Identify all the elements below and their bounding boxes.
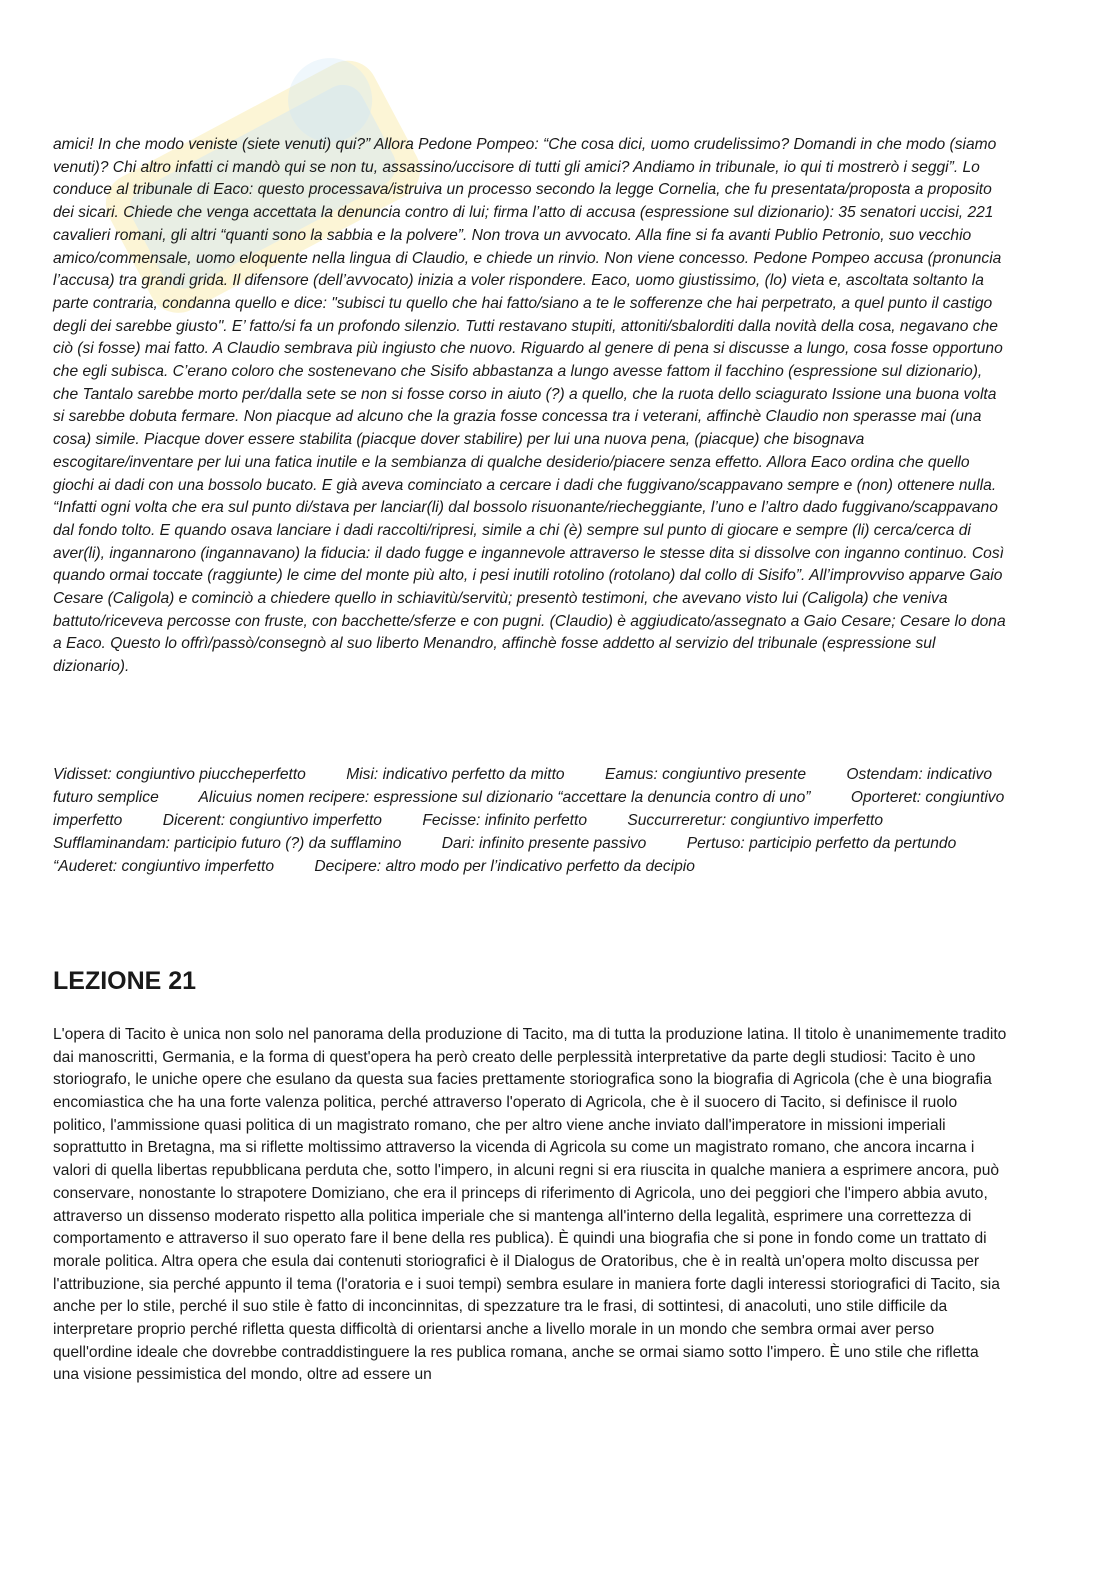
glossary-term: Vidisset: congiuntivo piuccheperfetto bbox=[53, 765, 306, 783]
glossary-term: Oporteret: congiuntivo imperfetto bbox=[53, 788, 1005, 829]
glossary-term: Eamus: congiuntivo presente bbox=[604, 765, 807, 783]
translation-paragraph: amici! In che modo veniste (siete venuti) qui?” Allora Pedone Pompeo: “Che cosa dici, uomo crudelissimo? Domandi in che modo (siamo venuti)? Chi altro infatti ci mandò qui se non tu, assassino/uccisore di tutti gli amici? Andiamo in tribunale, io qui ti mostrerò i seggi”. Lo conduce al tribunale di Eaco: questo processava/istruiva un processo secondo la legge Cornelia, che fu presentata/proposta a proposito dei sicari. Chiede che venga accettata la denuncia contro di lui; firma l’atto di accusa (espressione sul dizionario): 35 senatori uccisi, 221 cavalieri romani, gli altri “quanti sono la sabbia e la polvere”. Non trova un avvocato. Alla fine si fa avanti Publio Petronio, suo vecchio amico/commensale, uomo eloquente nella lingua di Claudio, e chiede un rinvio. Non viene concesso. Pedone Pompeo accusa (pronuncia l’accusa) tra grandi grida. Il difensore (dell’avvocato) inizia a voler rispondere. Eaco, uomo giustissimo, (lo) vieta e, ascoltata soltanto la parte contraria, condanna quello e dice: "subisci tu quello che hai fatto/siano a te le sofferenze che hai perpetrato, a quel punto il castigo degli dei sarebbe giusto". E’ fatto/si fa un profondo silenzio. Tutti restavano stupiti, attoniti/sbalorditi dalla novità della cosa, negavano che ciò (si fosse) mai fatto. A Claudio sembrava più ingiusto che nuovo. Riguardo al genere di pena si discusse a lungo, cosa fosse opportuno che egli subisca. C’erano coloro che sostenevano che Sisifo abbastanza a lungo avesse fattom il facchino (espressione sul dizionario), che Tantalo sarebbe morto per/dalla sete se non si fosse corso in aiuto (?) a quello, che la ruota dello sciagurato Issione una buona volta si sarebbe dobuta fermare. Non piacque ad alcuno che la grazia fosse concessa tra i veterani, affinchè Claudio non sperasse mai (una cosa) simile. Piacque dover essere stabilita (piacque dover stabilire) per lui una nuova pena, (piacque) che bisognava escogitare/inventare per lui una fatica inutile e la sembianza di qualche desiderio/piacere senza effetto. Allora Eaco ordina che quello giochi ai dadi con una bossolo bucato. E già aveva cominciato a cercare i dadi che fuggivano/scappavano sempre e (non) ottenere nulla. “Infatti ogni volta che era sul punto di/stava per lanciar(li) dal bossolo risuonante/riecheggiante, l’uno e l’altro dado fuggivano/scappavano dal fondo tolto. E quando osava lanciare i dadi raccolti/ripresi, simile a chi (è) sempre sul punto di giocare e sempre (li) cerca/cerca di aver(li), ingannarono (ingannavano) la fiducia: il dado fugge e ingannevole attraverso le stesse dita si dissolve con inganno continuo. Così quando ormai toccate (raggiunte) le cime del monte più alto, i pesi inutili rotolino (rotolano) dal collo di Sisifo”. All’improvviso apparve Gaio Cesare (Caligola) e cominciò a chiedere quello in schiavitù/servitù; presentò testimoni, che avevano visto lui (Caligola) che veniva battuto/riceveva percosse con fruste, con bacchette/sferze e con pugni. (Claudio) è aggiudicato/assegnato a Gaio Cesare; Cesare lo dona a Eaco. Questo lo offrì/passò/consegnò al suo liberto Menandro, affinchè fosse addetto al servizio del tribunale (espressione sul dizionario). bbox=[53, 136, 1006, 676]
glossary-term: Sufflaminandam: participio futuro (?) da sufflamino bbox=[53, 834, 402, 852]
glossary-term: Dari: infinito presente passivo bbox=[441, 834, 647, 852]
document-page bbox=[53, 134, 1008, 1403]
glossary bbox=[53, 763, 1008, 878]
lesson-title: LEZIONE 21 bbox=[53, 966, 197, 995]
glossary-term: Dicerent: congiuntivo imperfetto bbox=[162, 811, 382, 829]
glossary-term: Ostendam: indicativo futuro semplice bbox=[53, 765, 993, 806]
lesson-body-paragraph: L'opera di Tacito è unica non solo nel panorama della produzione di Tacito, ma di tutta la produzione latina. Il titolo è unanimemente tradito dai manoscritti, Germania, e la forma di quest'opera ha però creato delle perplessità interpretative da parte degli studiosi: Tacito è uno storiografo, le uniche opere che esulano da questa sua facies prettamente storiografica sono la biografia di Agricola (che è una biografia encomiastica che ha una forte valenza politica, perché attraverso l'operato di Agricola, che è il suocero di Tacito, si definisce il ruolo politico, l'ammissione quasi politica di un magistrato romano, che per altro viene anche inviato dall'imperatore in missioni imperiali soprattutto in Bretagna, ma si riflette moltissimo attraverso la vicenda di Agricola su come un magistrato romano, che ancora incarna i valori di quella libertas repubblicana perduta che, sotto l'impero, in alcuni regni si era riuscita in qualche maniera a esprimere ancora, può conservare, nonostante lo strapotere Domiziano, che era il princeps di riferimento di Agricola, uno dei peggiori che l'impero abbia avuto, attraverso un dissenso moderato rispetto alla politica imperiale che si mantenga all'interno della legalità, esprimere una correttezza di comportamento e attraverso il suo operato fare il bene della res publica). È quindi una biografia che si pone in fondo come un trattato di morale politica. Altra opera che esula dai contenuti storiografici è il Dialogus de Oratoribus, che è in realtà un'opera molto discussa per l'attribuzione, sia perché appunto il tema (l'oratoria e i suoi tempi) sembra esulare in maniera forte dagli interessi storiografici di Tacito, sia anche per lo stile, perché il suo stile è fatto di inconcinnitas, di spezzature tra le frasi, di sottintesi, di anacoluti, uno stile difficile da interpretare proprio perché rifletta questa difficoltà di orientarsi anche a livello morale in un mondo che sembra ormai aver perso quell'ordine ideale che dovrebbe contraddistinguere la res publica romana, anche se ormai siamo sotto l'impero. È uno stile che rifletta una visione pessimistica del mondo, oltre ad essere un bbox=[53, 1025, 1007, 1384]
glossary-term: Succurreretur: congiuntivo imperfetto bbox=[627, 811, 884, 829]
glossary-term: Misi: indicativo perfetto da mitto bbox=[346, 765, 565, 783]
glossary-term: Fecisse: infinito perfetto bbox=[422, 811, 588, 829]
glossary-term: Alicuius nomen recipere: espressione sul dizionario “accettare la denuncia contro di uno” bbox=[198, 788, 811, 806]
glossary-term: Pertuso: participio perfetto da pertundo bbox=[686, 834, 957, 852]
glossary-term: Decipere: altro modo per l’indicativo perfetto da decipio bbox=[314, 857, 695, 875]
glossary-term: “Auderet: congiuntivo imperfetto bbox=[53, 857, 275, 875]
